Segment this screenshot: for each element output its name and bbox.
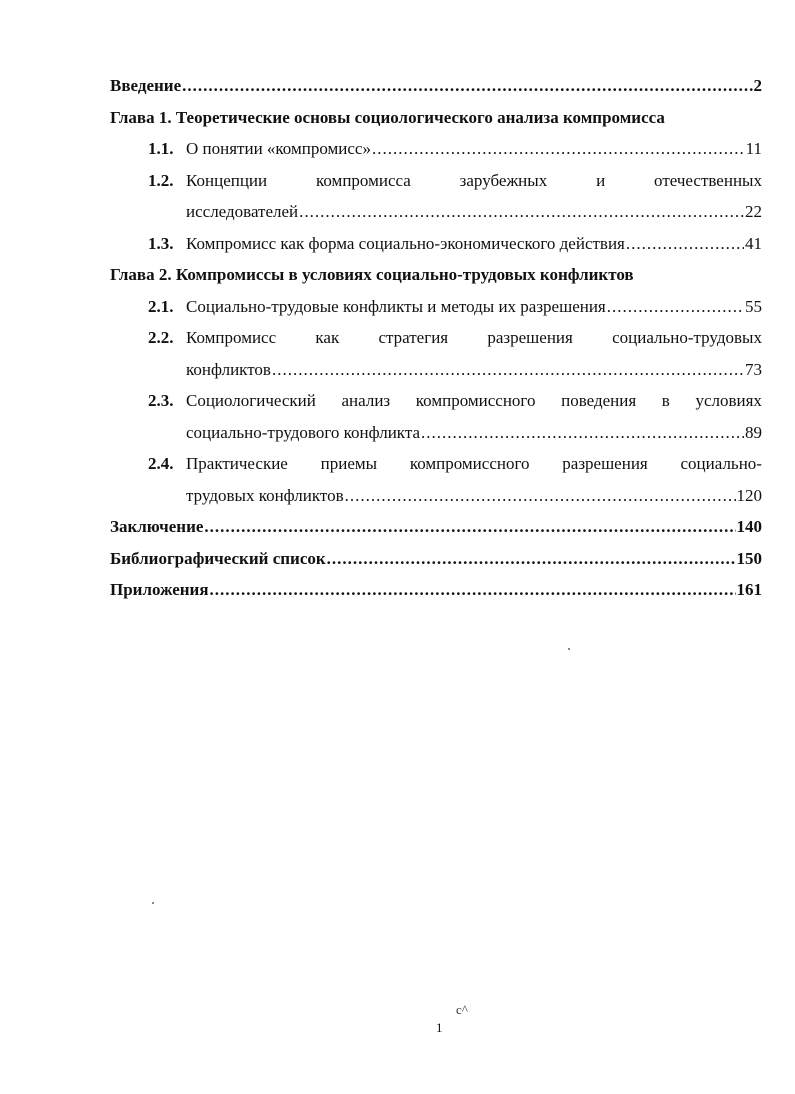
word: компромиссного [409, 454, 530, 473]
toc-page: 73 [745, 359, 762, 379]
word: в [661, 391, 670, 410]
scan-speck [568, 648, 570, 650]
word: компромисса [315, 170, 411, 190]
toc-entry-intro[interactable] [110, 70, 762, 102]
toc-page: 161 [736, 580, 762, 599]
word: социально- [680, 454, 762, 473]
toc-label-justified [186, 165, 762, 197]
toc-page: 150 [736, 548, 762, 568]
toc-label: Приложения [110, 580, 209, 599]
section-number: 2.4. [148, 454, 174, 473]
word: анализ [341, 391, 391, 410]
toc-page: 2 [753, 76, 762, 95]
word: социально-трудовых [612, 328, 762, 347]
toc-page: 120 [736, 485, 762, 505]
word: приемы [320, 454, 378, 473]
table-of-contents [110, 70, 762, 606]
word: поведения [561, 391, 637, 410]
leader-dots [272, 354, 744, 386]
word: как [315, 328, 340, 347]
toc-entry-1-1[interactable] [110, 133, 762, 165]
section-number: 2.1. [148, 296, 174, 316]
toc-label: конфликтов [186, 359, 271, 379]
toc-page: 41 [745, 233, 762, 253]
chapter-title-text: Глава 1. Теоретические основы социологического анализа компромисса [110, 107, 665, 127]
word: и [596, 170, 606, 190]
word: отечественных [654, 170, 762, 190]
leader-dots [372, 133, 745, 165]
toc-entry-2-3-cont[interactable] [110, 417, 762, 449]
toc-page: 22 [745, 202, 762, 221]
scan-speck [152, 902, 154, 904]
section-number: 1.2. [148, 170, 174, 190]
toc-entry-2-2-cont[interactable] [110, 354, 762, 386]
word: условиях [695, 391, 762, 410]
word: Концепции [186, 170, 268, 190]
toc-label-justified [186, 385, 762, 417]
toc-chapter-2-title[interactable] [110, 259, 762, 291]
word: Практические [186, 454, 288, 473]
toc-page: 89 [745, 422, 762, 442]
word: компромиссного [415, 391, 536, 410]
toc-label: Социально-трудовые конфликты и методы их разрешения [186, 296, 606, 316]
toc-label: трудовых конфликтов [186, 485, 344, 505]
toc-entry-appendix[interactable] [110, 574, 762, 606]
toc-entry-2-4[interactable] [110, 448, 762, 480]
toc-chapter-1-title[interactable] [110, 102, 762, 134]
toc-page: 55 [745, 296, 762, 316]
section-number: 2.3. [148, 391, 174, 410]
toc-entry-1-3[interactable] [110, 228, 762, 260]
toc-entry-2-3[interactable] [110, 385, 762, 417]
toc-label: социально-трудового конфликта [186, 422, 421, 442]
leader-dots [327, 543, 736, 575]
word: разрешения [487, 328, 573, 347]
toc-label: Заключение [110, 517, 204, 536]
toc-page: 140 [736, 517, 762, 536]
toc-label: О понятии «компромисс» [186, 139, 371, 158]
toc-entry-1-2-cont[interactable] [110, 196, 762, 228]
section-number: 1.1. [148, 139, 174, 158]
word: зарубежных [459, 170, 548, 190]
leader-dots [204, 511, 735, 543]
leader-dots [421, 417, 744, 449]
toc-label-justified [186, 448, 762, 480]
toc-label: Введение [110, 76, 182, 95]
leader-dots [210, 574, 736, 606]
toc-entry-conclusion[interactable] [110, 511, 762, 543]
leader-dots [345, 480, 736, 512]
handwritten-mark: с^ [456, 1002, 468, 1017]
toc-entry-bibliography[interactable] [110, 543, 762, 575]
section-number: 1.3. [148, 233, 174, 253]
chapter-title-text: Глава 2. Компромиссы в условиях социально-трудовых конфликтов [110, 265, 634, 284]
section-number: 2.2. [148, 328, 174, 347]
leader-dots [607, 291, 744, 323]
word: Компромисс [186, 328, 277, 347]
toc-label: исследователей [186, 202, 299, 221]
toc-entry-2-4-cont[interactable] [110, 480, 762, 512]
leader-dots [626, 228, 744, 260]
leader-dots [182, 70, 752, 102]
word: стратегия [378, 328, 449, 347]
toc-entry-1-2[interactable] [110, 165, 762, 197]
leader-dots [299, 196, 744, 228]
toc-entry-2-2[interactable] [110, 322, 762, 354]
toc-entry-2-1[interactable] [110, 291, 762, 323]
page-number: 1 [436, 1020, 443, 1035]
toc-label: Библиографический список [110, 548, 326, 568]
word: Социологический [186, 391, 316, 410]
word: разрешения [562, 454, 648, 473]
toc-page: 11 [745, 139, 762, 158]
toc-label: Компромисс как форма социально-экономического действия [186, 233, 625, 253]
toc-label-justified [186, 322, 762, 354]
